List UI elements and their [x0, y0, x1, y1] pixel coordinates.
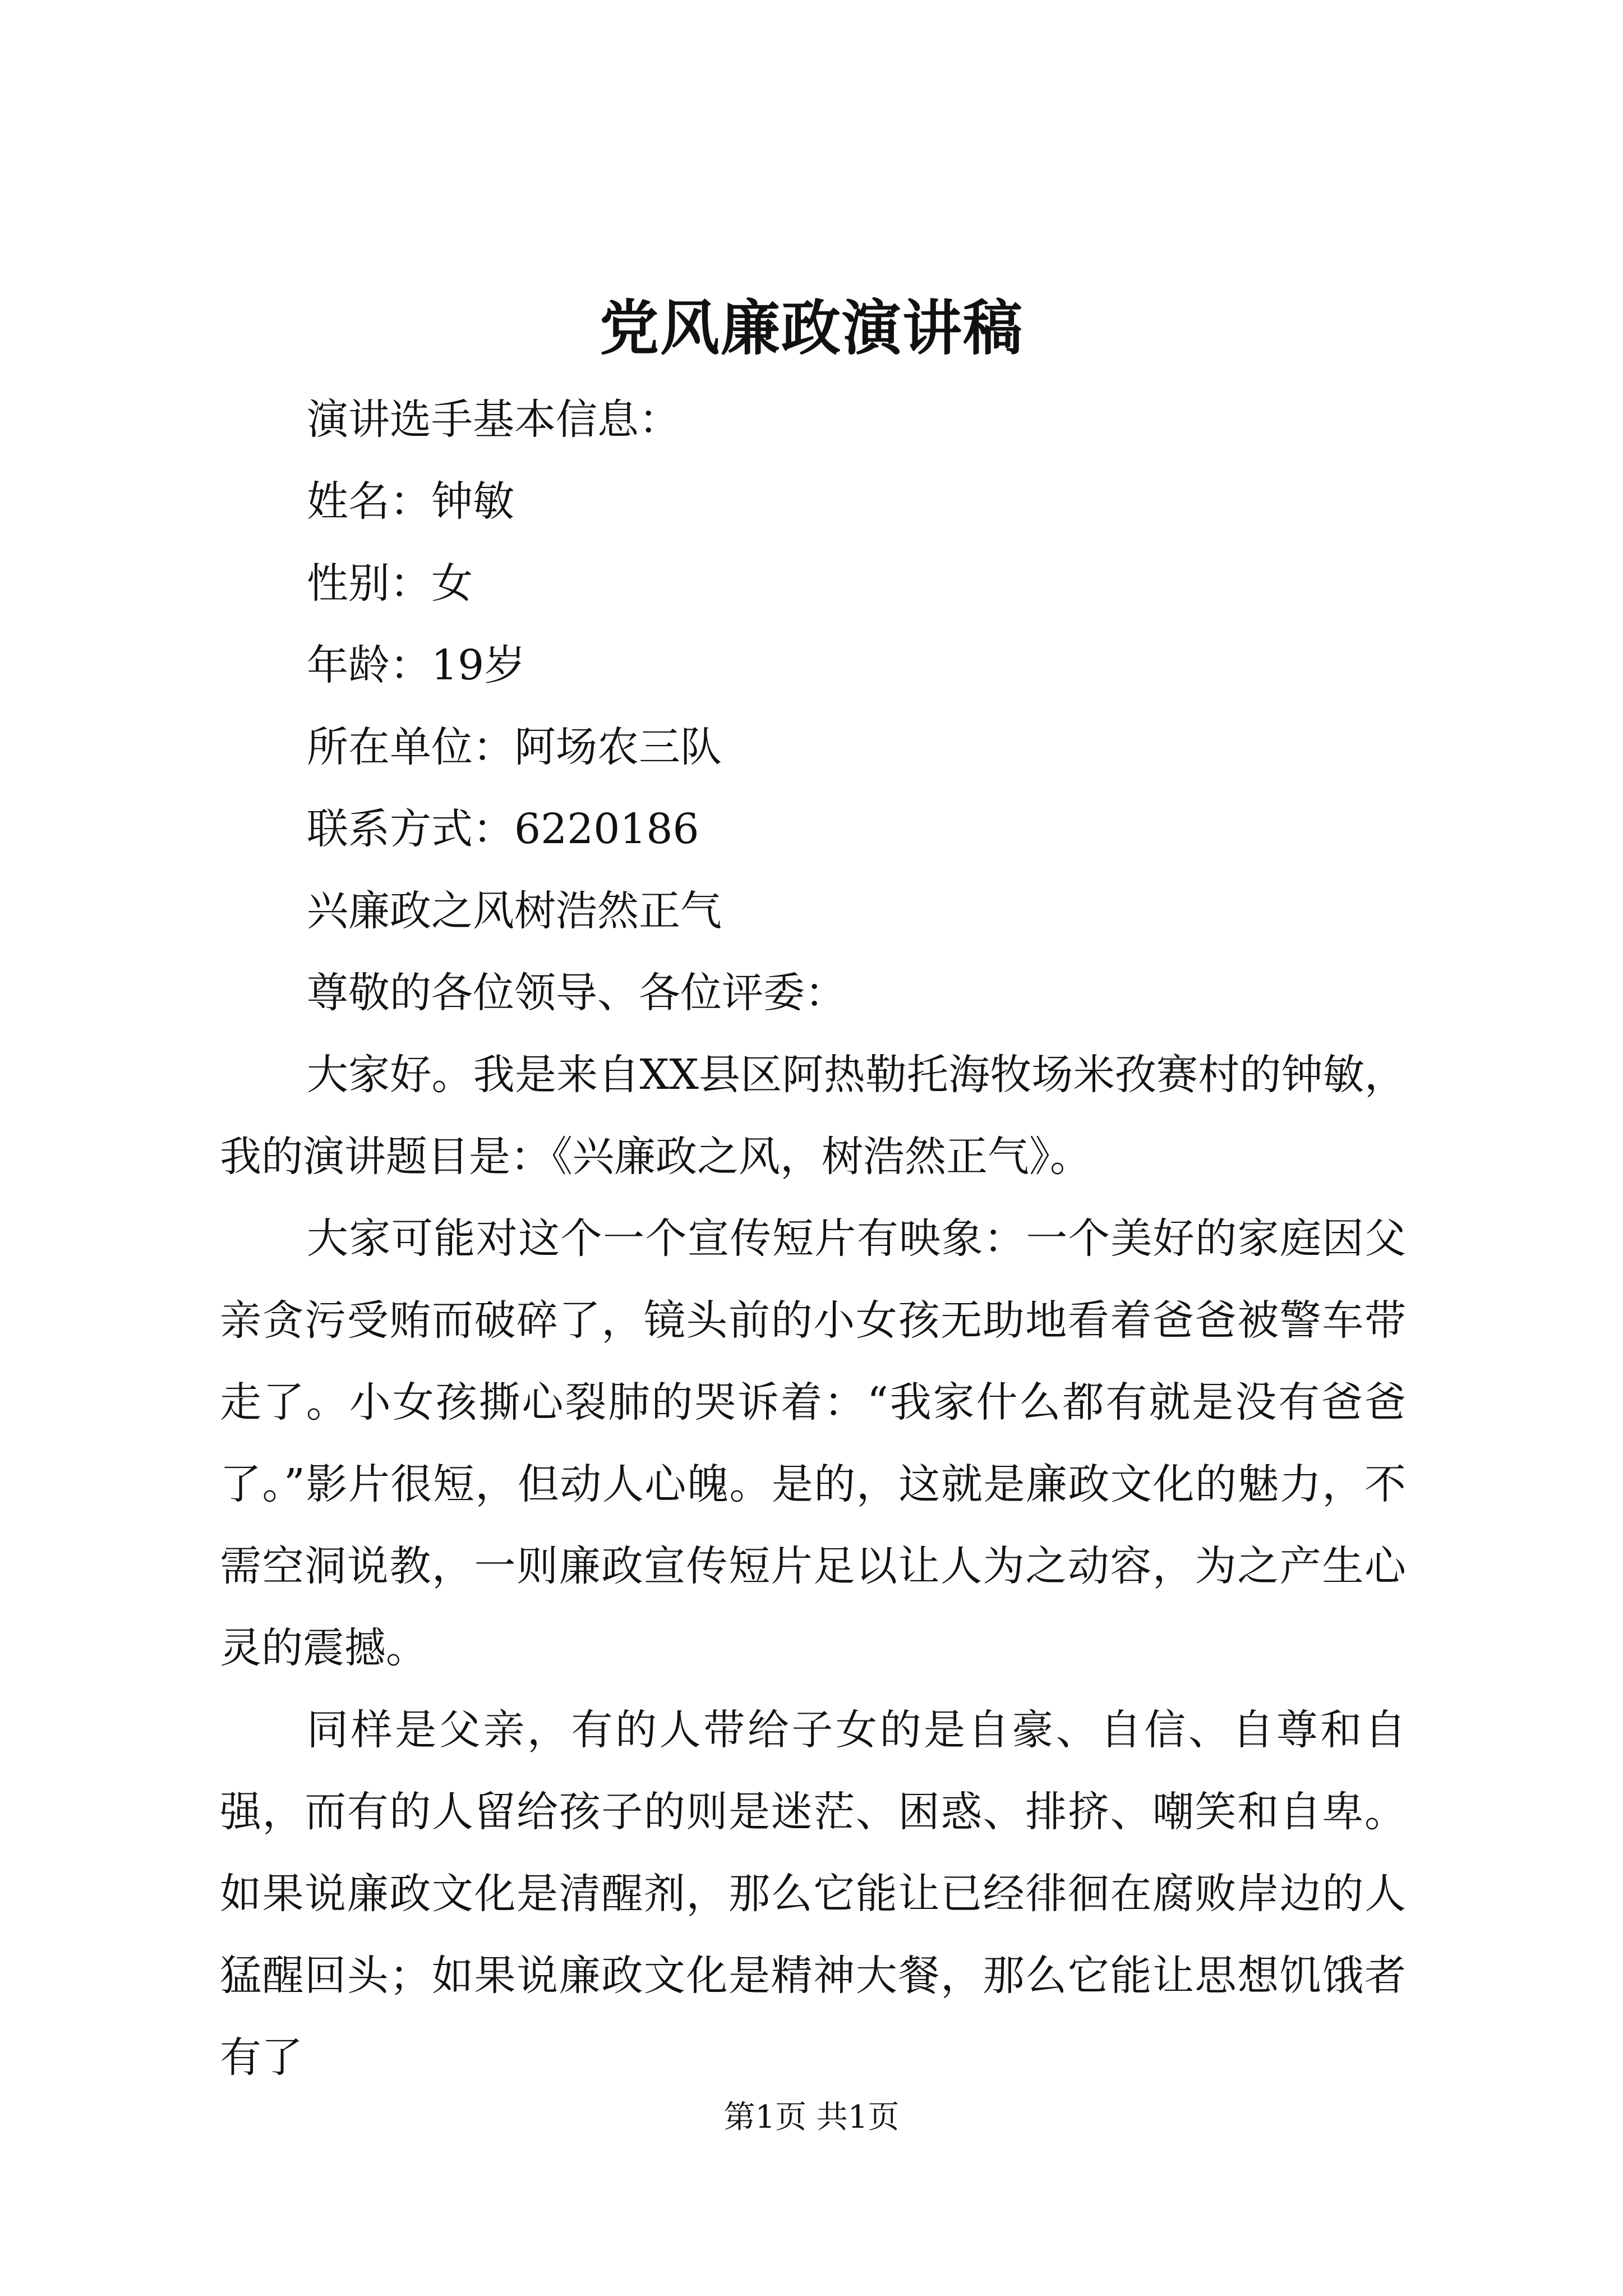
salutation: 尊敬的各位领导、各位评委： — [307, 969, 846, 1017]
info-heading: 演讲选手基本信息： — [307, 395, 680, 444]
info-gender: 性别：女 — [307, 559, 473, 608]
paragraph-intro: 大家好。我是来自XX县区阿热勒托海牧场米孜赛村的钟敏，我的演讲题目是：《兴廉政之风，树浩然正气》。 — [220, 1051, 1406, 1181]
paragraph-fathers: 同样是父亲，有的人带给子女的是自豪、自信、自尊和自强，而有的人留给孩子的则是迷茫、困惑、排挤、嘲笑和自卑。如果说廉政文化是清醒剂，那么它能让已经徘徊在腐败岸边的人猛醒回头；如果说廉政文化是精神大餐，那么它能让思想饥饿者有了 — [220, 1706, 1406, 2082]
info-age: 年龄：19岁 — [307, 641, 526, 689]
paragraph-short-film: 大家可能对这个一个宣传短片有映象：一个美好的家庭因父亲贪污受贿而破碎了，镜头前的小女孩无助地看着爸爸被警车带走了。小女孩撕心裂肺的哭诉着：“我家什么都有就是没有爸爸了。”影片很短，但动人心魄。是的，这就是廉政文化的魅力，不需空洞说教，一则廉政宣传短片足以让人为之动容，为之产生心灵的震撼。 — [220, 1214, 1406, 1672]
info-name: 姓名：钟敏 — [307, 477, 514, 526]
info-unit: 所在单位：阿场农三队 — [307, 723, 722, 771]
document-body — [220, 379, 1406, 2099]
speech-title: 兴廉政之风树浩然正气 — [307, 887, 722, 935]
document-title: 党风廉政演讲稿 — [600, 293, 1023, 363]
info-contact: 联系方式：6220186 — [307, 805, 699, 853]
page-footer: 第1页 共1页 — [723, 2099, 900, 2136]
